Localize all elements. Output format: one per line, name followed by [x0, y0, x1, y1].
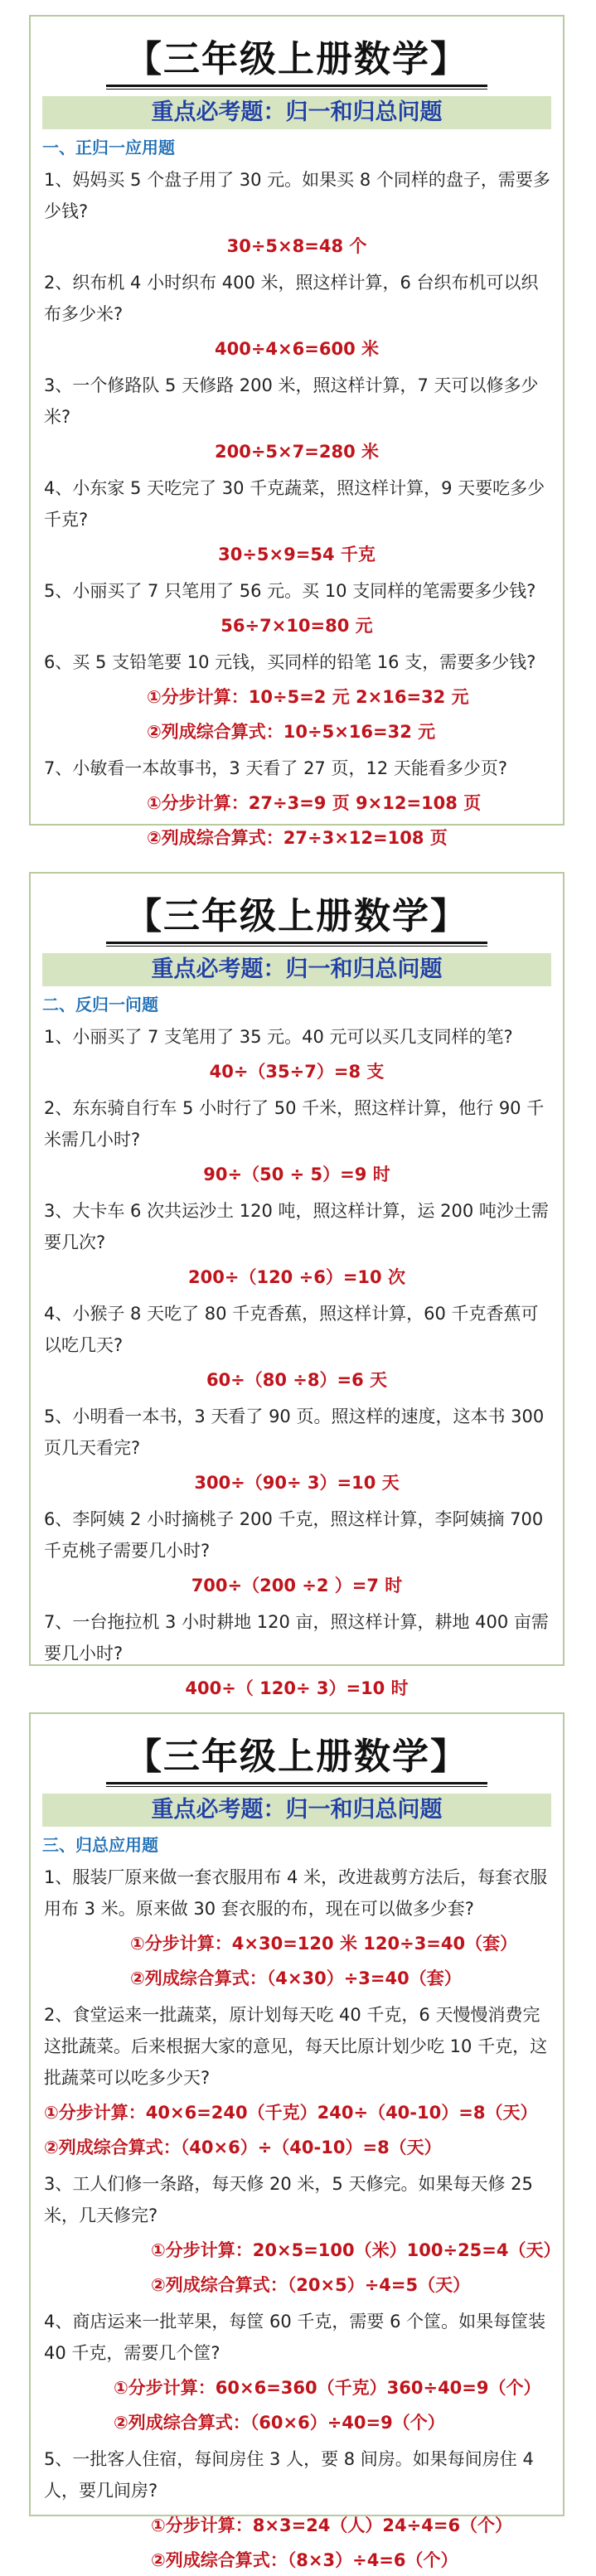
question-3: 3、工人们修一条路，每天修 20 米，5 天修完。如果每天修 25 米，几天修完? — [44, 2174, 533, 2225]
answer-4-combined: ②列成综合算式：（60×6）÷40=9（个） — [114, 2413, 445, 2433]
answer-7-combined: ②列成综合算式：27÷3×12=108 页 — [147, 828, 448, 848]
answer-5: 56÷7×10=80 元 — [220, 616, 373, 636]
worksheet-card-3 — [29, 1712, 565, 2570]
answer-6-combined: ②列成综合算式：10÷5×16=32 元 — [147, 722, 436, 742]
question-5: 5、小丽买了 7 只笔用了 56 元。买 10 支同样的笔需要多少钱? — [44, 581, 536, 601]
answer-6-step: ①分步计算：10÷5=2 元 2×16=32 元 — [147, 687, 469, 707]
question-2: 2、织布机 4 小时织布 400 米，照这样计算，6 台织布机可以织布多少米? — [44, 273, 539, 324]
question-7: 7、一台拖拉机 3 小时耕地 120 亩，照这样计算，耕地 400 亩需要几小时? — [44, 1612, 549, 1663]
question-2: 2、东东骑自行车 5 小时行了 50 千米，照这样计算，他行 90 千米需几小时? — [44, 1098, 545, 1150]
question-2: 2、食堂运来一批蔬菜，原计划每天吃 40 千克，6 天慢慢消费完这批蔬菜。后来根据大家的意见，每天比原计划少吃 10 千克，这批蔬菜可以吃多少天? — [44, 2005, 548, 2088]
card-title: 【三年级上册数学】 — [125, 1736, 468, 1778]
section-heading: 一、正归一应用题 — [42, 138, 175, 157]
worksheet-card-1 — [29, 15, 565, 848]
answer-1: 30÷5×8=48 个 — [226, 236, 367, 256]
answer-6: 700÷（200 ÷2 ）=7 时 — [191, 1576, 403, 1595]
question-4: 4、小东家 5 天吃完了 30 千克蔬菜，照这样计算，9 天要吃多少千克? — [44, 478, 545, 530]
question-6: 6、买 5 支铅笔要 10 元钱，买同样的铅笔 16 支，需要多少钱? — [44, 652, 536, 672]
answer-2-step: ①分步计算：40×6=240（千克）240÷（40-10）=8（天） — [44, 2103, 538, 2123]
question-5: 5、一批客人住宿，每间房住 3 人，要 8 间房。如果每间房住 4 人，要几间房? — [44, 2449, 534, 2501]
question-5: 5、小明看一本书，3 天看了 90 页。照这样的速度，这本书 300 页几天看完? — [44, 1407, 545, 1458]
title-underline — [106, 942, 487, 947]
card-title: 【三年级上册数学】 — [125, 38, 468, 80]
answer-5-combined: ②列成综合算式：（8×3）÷4=6（个） — [151, 2550, 458, 2570]
subtitle-bar: 重点必考题：归一和归总问题 — [42, 1794, 551, 1827]
answer-1-combined: ②列成综合算式：（4×30）÷3=40（套） — [130, 1968, 462, 1988]
answer-7: 400÷（ 120÷ 3）=10 时 — [185, 1678, 409, 1698]
answer-7-step: ①分步计算：27÷3=9 页 9×12=108 页 — [147, 793, 482, 813]
answer-2-combined: ②列成综合算式：（40×6）÷（40-10）=8（天） — [44, 2138, 442, 2157]
question-4: 4、商店运来一批苹果，每筐 60 千克，需要 6 个筐。如果每筐装 40 千克，需要几个筐? — [44, 2312, 546, 2363]
subtitle-bar: 重点必考题：归一和归总问题 — [42, 953, 551, 986]
question-1: 1、妈妈买 5 个盘子用了 30 元。如果买 8 个同样的盘子，需要多少钱? — [44, 170, 550, 221]
question-3: 3、一个修路队 5 天修路 200 米，照这样计算，7 天可以修多少米? — [44, 375, 539, 427]
answer-5-step: ①分步计算：8×3=24（人）24÷4=6（个） — [151, 2515, 513, 2535]
answer-3-combined: ②列成综合算式：（20×5）÷4=5（天） — [151, 2275, 471, 2295]
answer-4: 60÷（80 ÷8）=6 天 — [206, 1370, 388, 1390]
answer-1-step: ①分步计算：4×30=120 米 120÷3=40（套） — [130, 1934, 518, 1954]
title-underline — [106, 85, 487, 90]
question-1: 1、小丽买了 7 支笔用了 35 元。40 元可以买几支同样的笔? — [44, 1027, 513, 1047]
title-underline — [106, 1782, 487, 1787]
answer-5: 300÷（90÷ 3）=10 天 — [194, 1473, 400, 1493]
question-1: 1、服装厂原来做一套衣服用布 4 米，改进裁剪方法后，每套衣服用布 3 米。原来做 30 套衣服的布，现在可以做多少套? — [44, 1867, 548, 1919]
answer-4-step: ①分步计算：60×6=360（千克）360÷40=9（个） — [114, 2378, 541, 2398]
answer-3: 200÷（120 ÷6）=10 次 — [188, 1267, 405, 1287]
answer-4: 30÷5×9=54 千克 — [218, 545, 376, 564]
question-4: 4、小猴子 8 天吃了 80 千克香蕉，照这样计算，60 千克香蕉可以吃几天? — [44, 1304, 539, 1355]
answer-1: 40÷（35÷7）=8 支 — [209, 1062, 385, 1082]
answer-2: 400÷4×6=600 米 — [215, 339, 379, 359]
answer-3-step: ①分步计算：20×5=100（米）100÷25=4（天） — [151, 2240, 561, 2260]
card-title: 【三年级上册数学】 — [125, 895, 468, 937]
question-3: 3、大卡车 6 次共运沙土 120 吨，照这样计算，运 200 吨沙土需要几次? — [44, 1201, 549, 1252]
worksheet-card-2 — [29, 872, 565, 1698]
answer-2: 90÷（50 ÷ 5）=9 时 — [203, 1165, 390, 1184]
answer-3: 200÷5×7=280 米 — [215, 442, 379, 462]
section-heading: 三、归总应用题 — [42, 1835, 158, 1855]
subtitle-bar: 重点必考题：归一和归总问题 — [42, 96, 551, 129]
question-7: 7、小敏看一本故事书，3 天看了 27 页，12 天能看多少页? — [44, 758, 508, 778]
section-heading: 二、反归一问题 — [42, 995, 158, 1014]
question-6: 6、李阿姨 2 小时摘桃子 200 千克，照这样计算，李阿姨摘 700 千克桃子需要几小时? — [44, 1509, 544, 1561]
